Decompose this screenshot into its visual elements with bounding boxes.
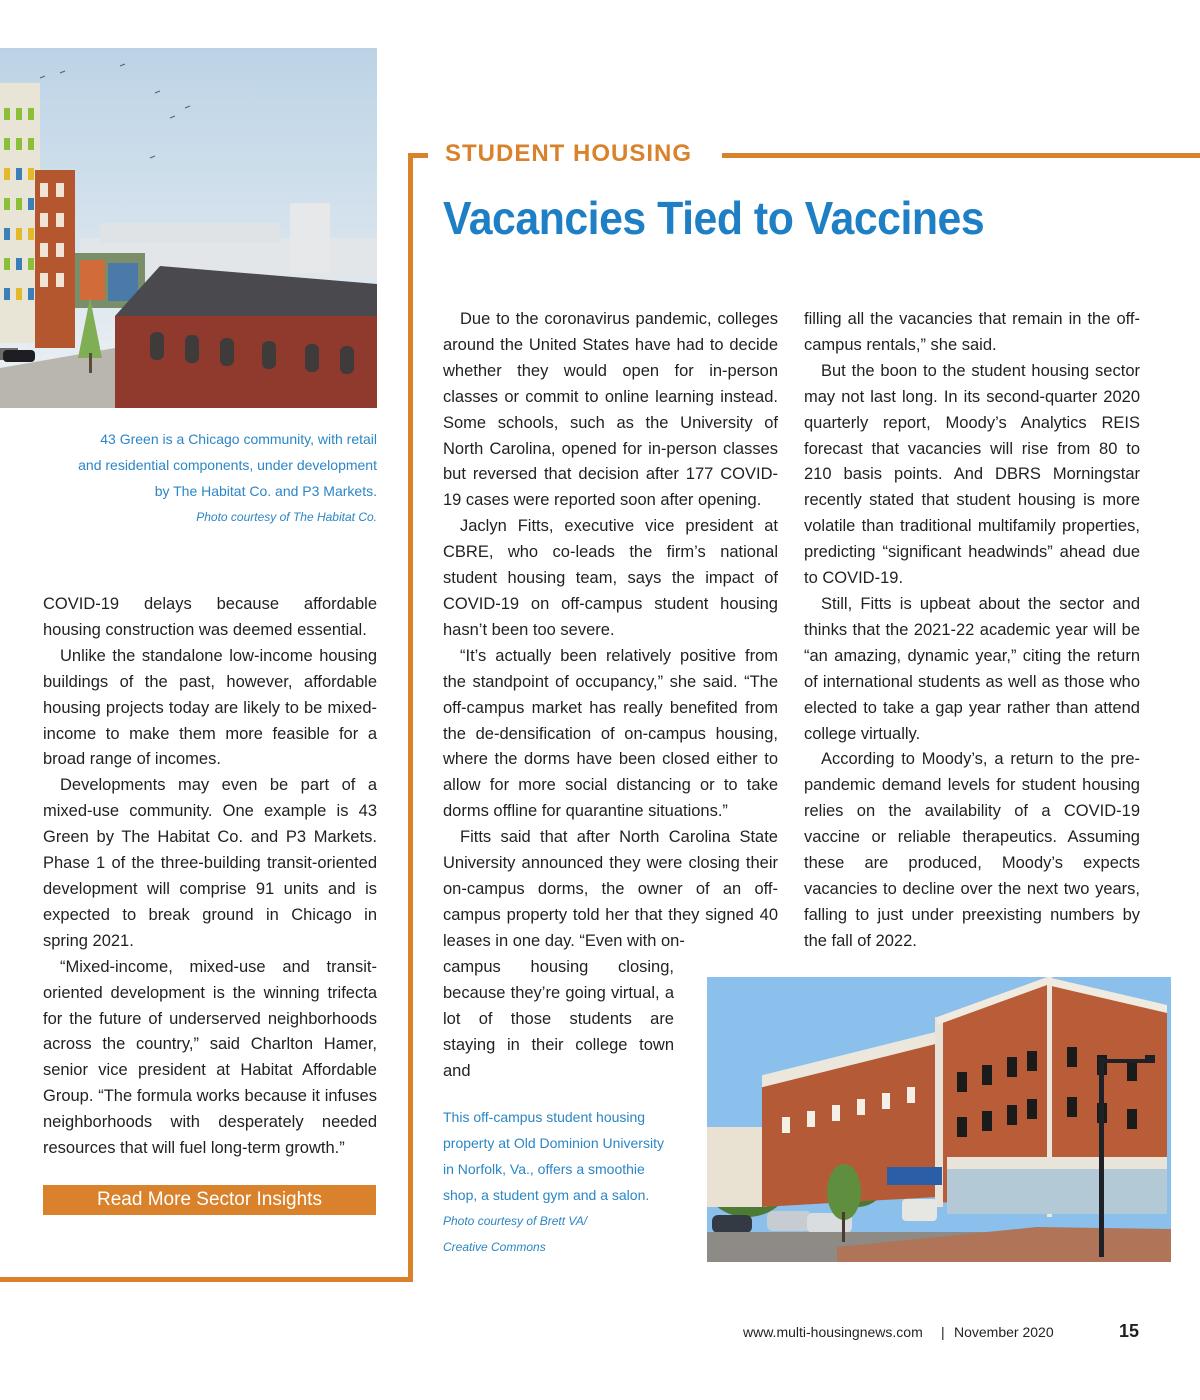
caption-line: and residential components, under development <box>78 457 377 473</box>
caption-line: by The Habitat Co. and P3 Markets. <box>154 483 377 499</box>
photo-credit: Photo courtesy of Brett VA/ <box>443 1214 588 1228</box>
article-column-3 <box>804 307 1140 955</box>
frame-line-left <box>408 153 413 1282</box>
footer-issue-date: November 2020 <box>954 1324 1054 1340</box>
frame-line-top-short <box>408 153 428 158</box>
paragraph: Still, Fitts is upbeat about the sector and thinks that the 2021-22 academic year will be “an amazing, dynamic year,” citing the return of international students as well as those who elected to take a gap year rather than attend college virtually. <box>804 594 1140 743</box>
footer-separator: | <box>941 1324 945 1340</box>
photo-old-dominion-housing <box>707 977 1171 1262</box>
photo-credit: Creative Commons <box>443 1240 546 1254</box>
paragraph: Developments may even be part of a mixed-use community. One example is 43 Green by The Habitat Co. and P3 Markets. Phase 1 of the three-building transit-oriented development will comprise 91 units and is expected to break ground in Chicago in spring 2021. <box>43 776 377 950</box>
caption-line: shop, a student gym and a salon. <box>443 1187 650 1203</box>
article-column-2-continuation <box>443 955 674 1085</box>
article-column-1 <box>43 592 377 1162</box>
caption-line: This off-campus student housing <box>443 1109 646 1125</box>
footer-website: www.multi-housingnews.com <box>743 1324 923 1340</box>
paragraph: “It’s actually been relatively positive from the standpoint of occupancy,” she said. “The off-campus market has really benefited from the de-densification of on-campus housing, where the dorms have been closed either to allow for more social distancing or to take dorms offline for quarantine situations.” <box>443 646 778 821</box>
caption-line: 43 Green is a Chicago community, with retail <box>100 431 377 447</box>
paragraph: Jaclyn Fitts, executive vice president at CBRE, who co-leads the firm’s national student housing team, says the impact of COVID-19 on off-campus student housing hasn’t been too severe. <box>443 517 778 639</box>
photo-43-green <box>0 48 377 408</box>
photo-caption-43-green <box>40 426 377 530</box>
page-number: 15 <box>1119 1321 1140 1341</box>
paragraph: Unlike the standalone low-income housing buildings of the past, however, affordable housing projects today are likely to be mixed-income to make them more feasible for a broad range of incomes. <box>43 646 377 769</box>
read-more-sector-insights-button[interactable]: Read More Sector Insights <box>43 1185 376 1215</box>
paragraph: filling all the vacancies that remain in the off-campus rentals,” she said. <box>804 310 1140 354</box>
photo-caption-old-dominion <box>443 1104 693 1260</box>
paragraph: According to Moody’s, a return to the pre-pandemic demand levels for student housing relies on the availability of a COVID-19 vaccine or reliable therapeutics. Assuming these are produced, Moody’s expects vacancies to decline over the next two years, falling to just under preexisting numbers by the fall of 2022. <box>804 750 1140 950</box>
paragraph: COVID-19 delays because affordable housing construction was deemed essential. <box>43 595 377 639</box>
paragraph: Fitts said that after North Carolina State University announced they were closing their on-campus dorms, the owner of an off-campus property told her that they signed 40 leases in one day. “Even with on- <box>443 828 778 950</box>
caption-line: property at Old Dominion University <box>443 1135 664 1151</box>
photo-credit: Photo courtesy of The Habitat Co. <box>196 510 377 524</box>
article-headline: Vacancies Tied to Vaccines <box>443 192 985 244</box>
paragraph: But the boon to the student housing sector may not last long. In its second-quarter 2020 quarterly report, Moody’s Analytics REIS forecast that vacancies will rise from 80 to 210 basis points. And DBRS Morningstar recently stated that student housing is more volatile than traditional multifamily properties, predicting “significant headwinds” ahead due to COVID-19. <box>804 361 1140 588</box>
frame-line-top-long <box>722 153 1200 158</box>
frame-line-bottom <box>0 1277 413 1282</box>
paragraph: Due to the coronavirus pandemic, colleges around the United States have had to decide whether they would open for in-person classes or commit to online learning instead. Some schools, such as the University of North Carolina, opened for in-person classes but reversed that decision after 177 COVID-19 cases were reported soon after opening. <box>443 310 778 510</box>
section-label: STUDENT HOUSING <box>445 140 693 167</box>
paragraph: campus housing closing, because they’re going virtual, a lot of those students are staying in their college town and <box>443 958 674 1080</box>
paragraph: “Mixed-income, mixed-use and transit-oriented development is the winning trifecta for the future of underserved neighborhoods across the country,” said Charlton Hamer, senior vice president at Habitat Affordable Group. “The formula works because it infuses neighborhoods with desperately needed resources that will fuel long-term growth.” <box>43 957 377 1158</box>
article-column-2 <box>443 307 778 955</box>
caption-line: in Norfolk, Va., offers a smoothie <box>443 1161 645 1177</box>
